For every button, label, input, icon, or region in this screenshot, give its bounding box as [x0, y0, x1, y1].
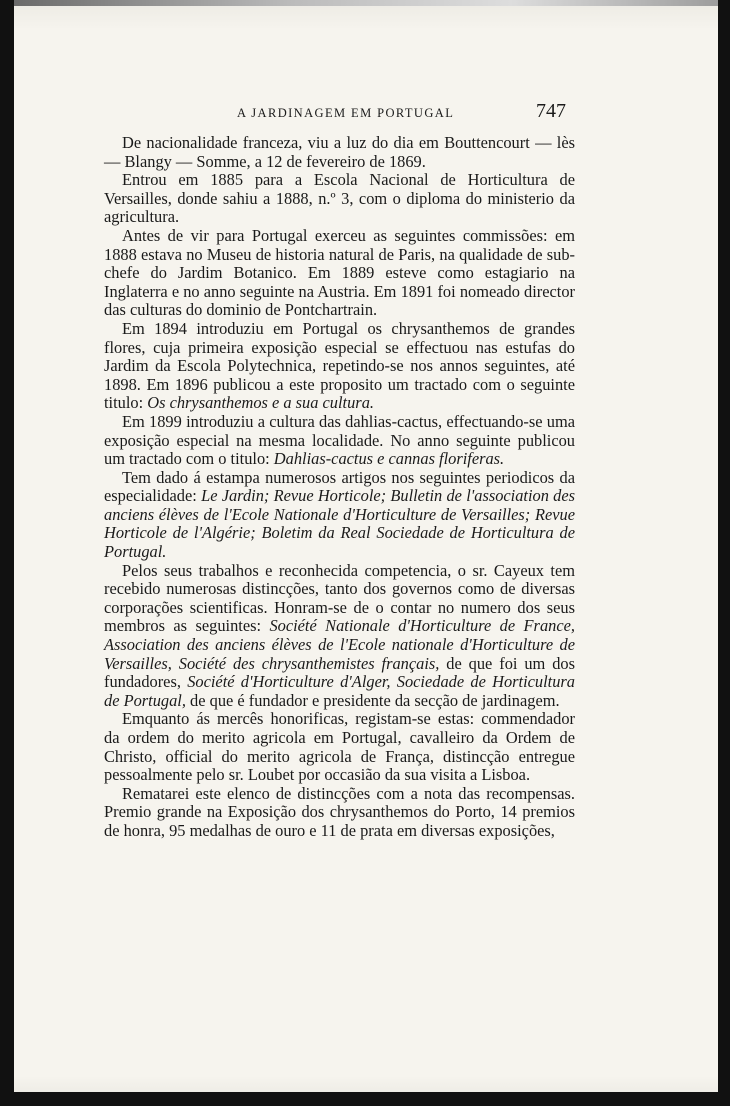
scan-edge-left — [0, 0, 14, 1106]
paragraph: Em 1894 introduziu em Portugal os chrysanthemos de grandes flores, cuja primeira exposição especial se effectuou nas estufas do Jardim da Escola Polytechnica, repetindo-se nos annos seguintes, até 1898. Em 1896 publicou a este proposito um tractado com o seguinte titulo: Os chrysanthemos e a sua cultura. — [104, 318, 575, 413]
paragraph: Entrou em 1885 para a Escola Nacional de Horticultura de Versailles, donde sahiu a 1888, n.º 3, com o diploma do ministerio da agricultura. — [104, 170, 575, 227]
paragraph: De nacionalidade franceza, viu a luz do dia em Bouttencourt — lès — Blangy — Somme, a 12 de fevereiro de 1869. — [104, 133, 575, 171]
page-number: 747 — [536, 100, 566, 122]
page-header — [104, 100, 575, 130]
paragraph: Em 1899 introduziu a cultura das dahlias-cactus, effectuando-se uma exposição especial na mesma localidade. No anno seguinte publicou um tractado com o titulo: Dahlias-cactus e cannas floriferas. — [104, 411, 575, 469]
society-names: Société d'Horticulture d'Alger, Sociedade de Horticultura de Portugal, — [104, 672, 575, 710]
periodical-titles: Le Jardin; Revue Horticole; Bulletin de l'association des anciens élèves de l'Ecole Nationale d'Horticulture de Versailles; Revue Horticole de l'Algérie; Boletim da Real Sociedade de Horticultura de Portugal. — [104, 486, 576, 562]
scan-edge-right — [718, 0, 730, 1106]
paragraph: Pelos seus trabalhos e reconhecida competencia, o sr. Cayeux tem recebido numerosas distincções, tanto dos governos como de diversas corporações scientificas. Honram-se de o contar no numero dos seus membros as seguintes: Société Nationale d'Horticulture de France, Association des anciens élèves de l'Ecole nationale d'Horticulture de Versailles, Société des chrysanthemistes français, de que foi um dos fundadores, Société d'Horticulture d'Alger, Sociedade de Horticultura de Portugal, de que é fundador e presidente da secção de jardinagem. — [104, 560, 575, 710]
book-title: Dahlias-cactus e cannas floriferas. — [273, 449, 505, 469]
society-names: Société Nationale d'Horticulture de France, Association des anciens élèves de l'Ecole nationale d'Horticulture de Versailles, Société des chrysanthemistes français, — [104, 616, 575, 673]
scan-edge-top — [0, 0, 730, 6]
paragraph: Antes de vir para Portugal exerceu as seguintes commissões: em 1888 estava no Museu de historia natural de Paris, na qualidade de sub-chefe do Jardim Botanico. Em 1889 esteve como estagiario na Inglaterra e no anno seguinte na Austria. Em 1891 foi nomeado director das culturas do dominio de Pontchartrain. — [104, 225, 575, 320]
body-text — [104, 134, 575, 841]
scan-edge-bottom — [0, 1092, 730, 1106]
paragraph: Emquanto ás mercês honorificas, registam-se estas: commendador da ordem do merito agricola em Portugal, cavalleiro da Ordem de Christo, official do merito agricola de França, distincção entregue pessoalmente pelo sr. Loubet por occasião da sua visita a Lisboa. — [104, 709, 575, 785]
paragraph: Tem dado á estampa numerosos artigos nos seguintes periodicos da especialidade: Le Jardin; Revue Horticole; Bulletin de l'association des anciens élèves de l'Ecole Nationale d'Horticulture de Versailles; Revue Horticole de l'Algérie; Boletim da Real Sociedade de Horticultura de Portugal. — [104, 467, 576, 562]
paragraph: Rematarei este elenco de distincções com a nota das recompensas. Premio grande na Exposição dos chrysanthemos do Porto, 14 premios de honra, 95 medalhas de ouro e 11 de prata em diversas exposições, — [104, 783, 575, 840]
book-title: Os chrysanthemos e a sua cultura. — [147, 393, 374, 413]
running-title: A JARDINAGEM EM PORTUGAL — [237, 106, 455, 120]
